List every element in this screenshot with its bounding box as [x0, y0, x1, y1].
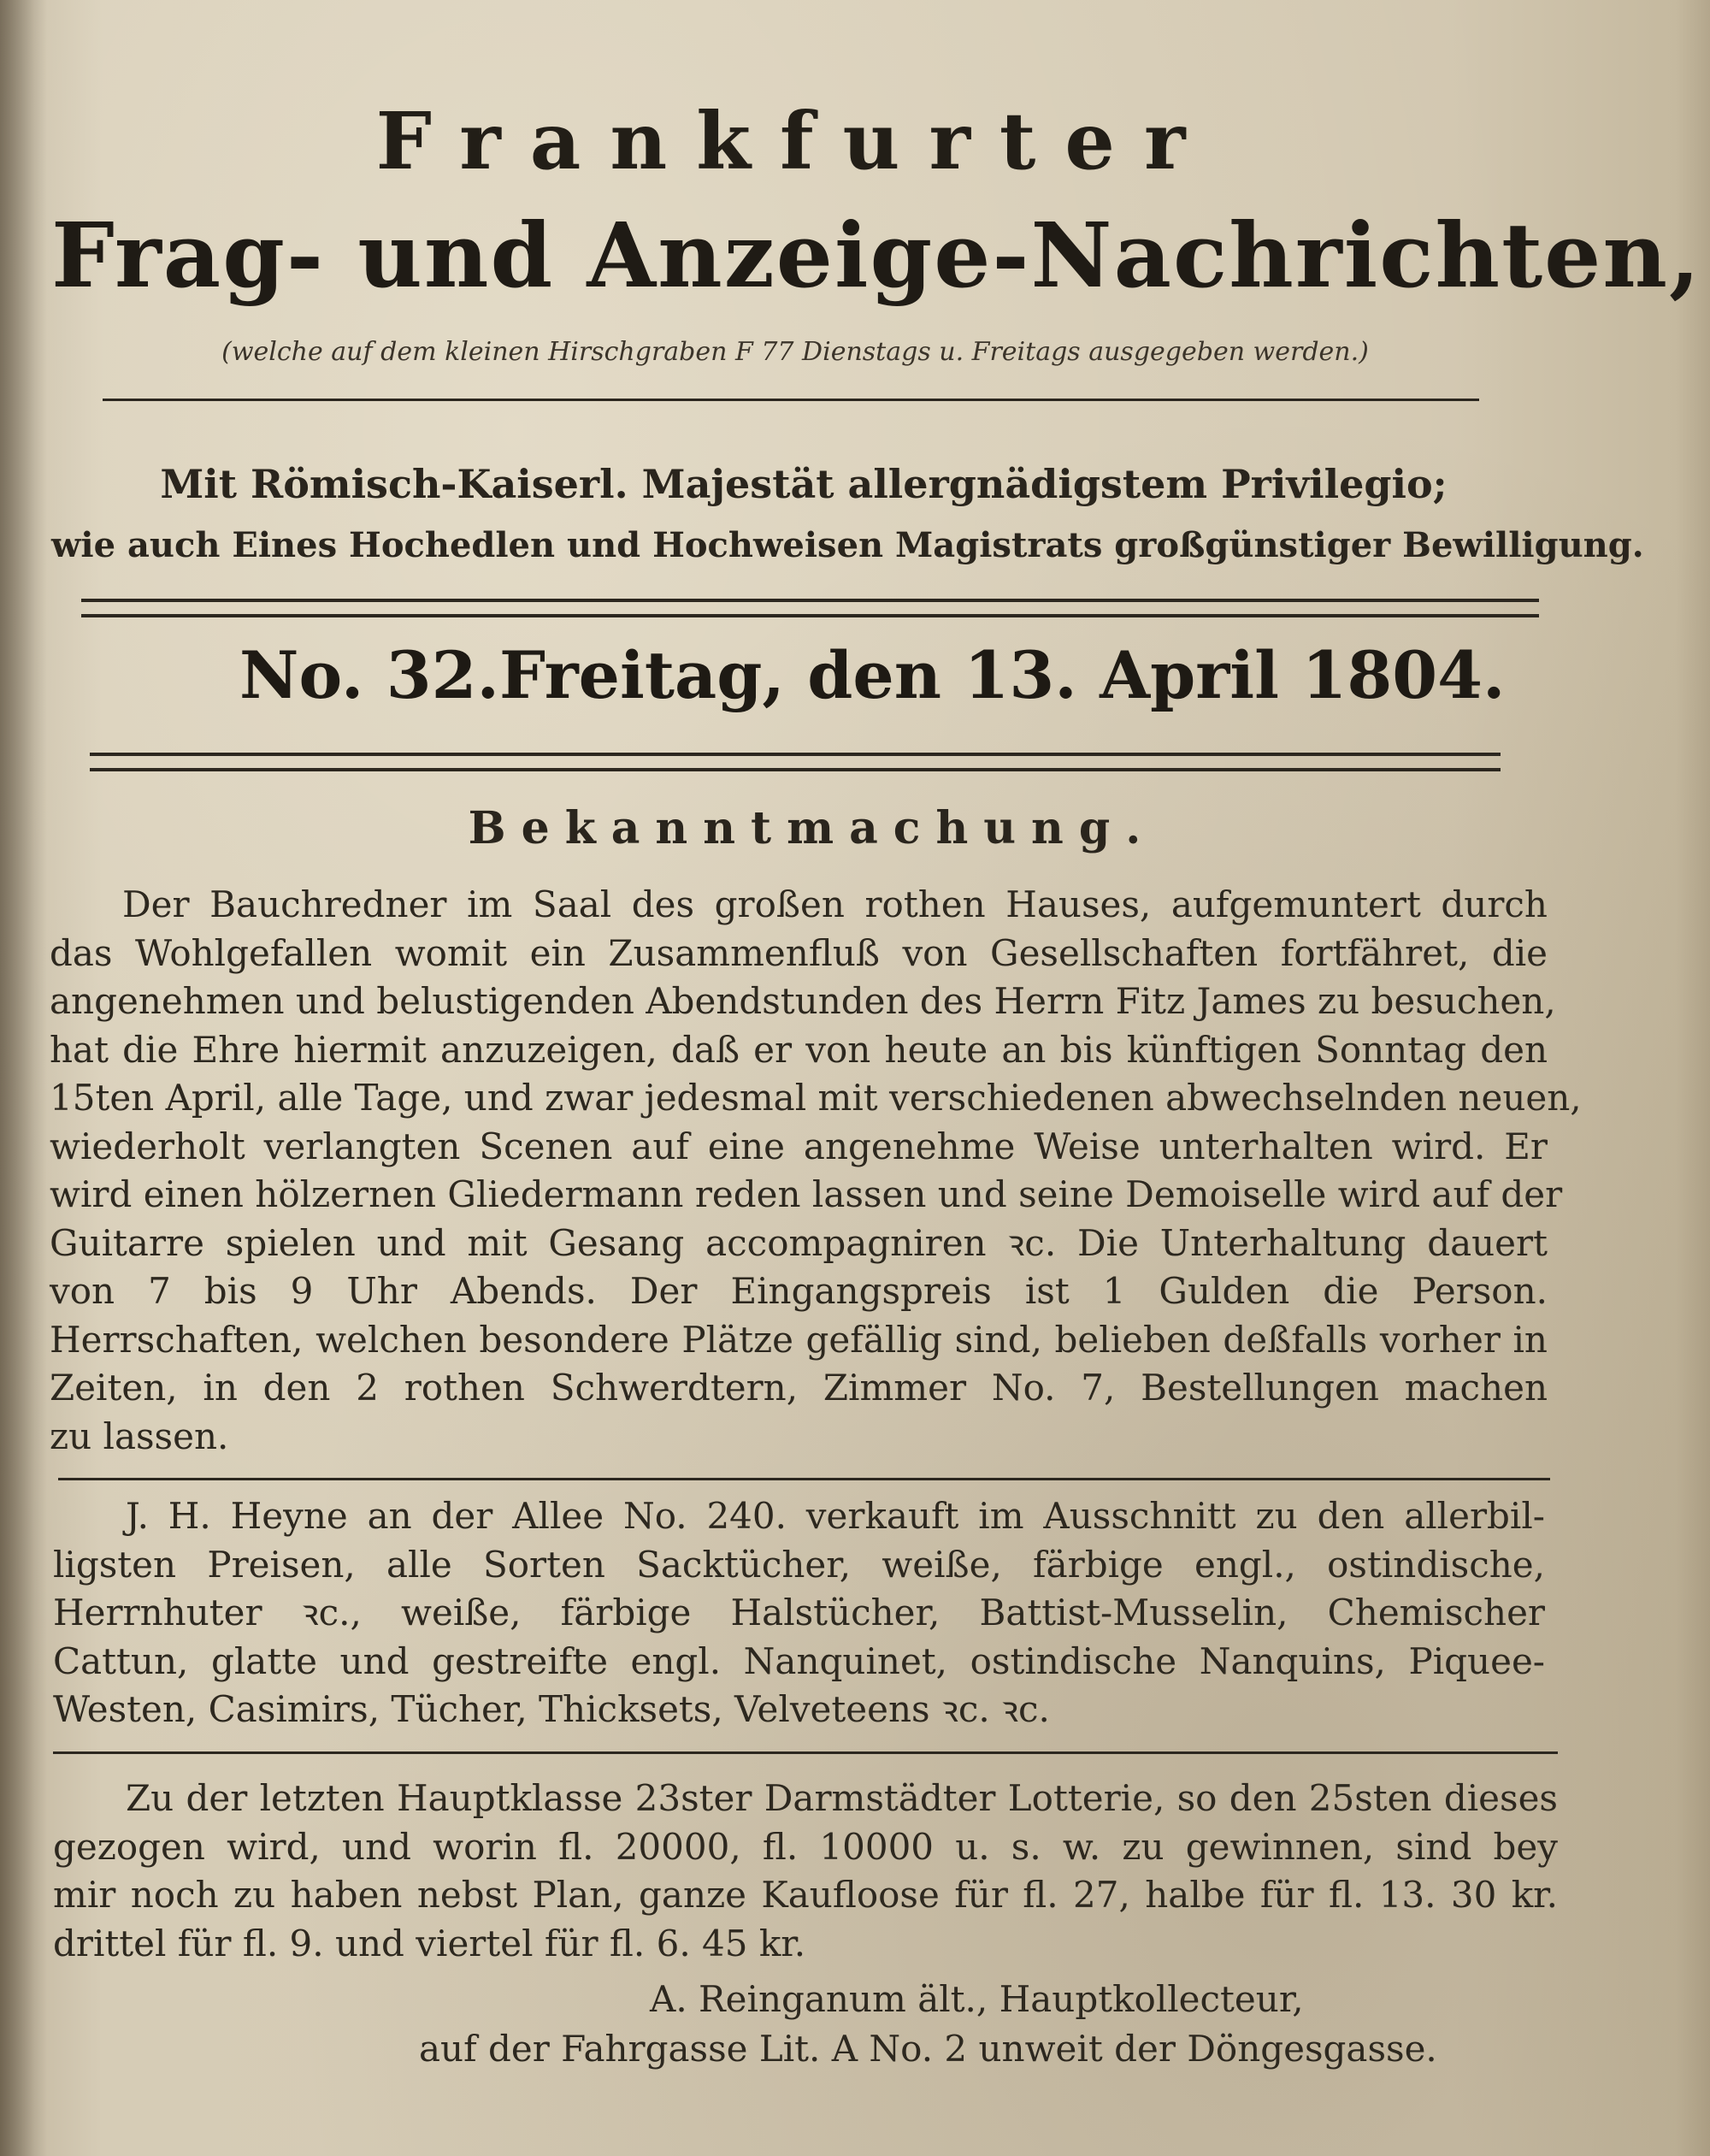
- divider-rule: [53, 1751, 1558, 1754]
- notice-line: wiederholt verlangten Scenen auf eine angenehme Weise unterhalten wird. Er: [50, 1125, 1548, 1167]
- masthead-title: Frag- und Anzeige-Nachrichten,: [51, 203, 1702, 308]
- divider-double-rule: [81, 599, 1539, 617]
- notice-ventriloquist: [50, 881, 1582, 1461]
- issue-line: [239, 637, 1506, 713]
- masthead-title-city: Frankfurter: [375, 95, 1215, 187]
- notice-line: von 7 bis 9 Uhr Abends. Der Eingangspreis ist 1 Gulden die Person.: [50, 1270, 1548, 1312]
- masthead-subtitle: (welche auf dem kleinen Hirschgraben F 77 Dienstags u. Freitags ausgegeben werden.): [221, 337, 1369, 367]
- notice-line: ligsten Preisen, alle Sorten Sacktücher, weiße, färbige engl., ostindische,: [53, 1543, 1545, 1586]
- notice-line: mir noch zu haben nebst Plan, ganze Kaufloose für fl. 27, halbe für fl. 13. 30 kr.: [53, 1874, 1558, 1916]
- notice-line: Cattun, glatte und gestreifte engl. Nanquinet, ostindische Nanquins, Piquee-: [53, 1639, 1545, 1682]
- notice-line: wird einen hölzernen Gliedermann reden lassen und seine Demoiselle wird auf der: [50, 1173, 1563, 1215]
- notice-line: Guitarre spielen und mit Gesang accompagniren ꝛc. Die Unterhaltung dauert: [50, 1221, 1548, 1264]
- divider-double-rule: [90, 753, 1501, 771]
- signature-address: auf der Fahrgasse Lit. A No. 2 unweit der Döngesgasse.: [419, 2028, 1437, 2070]
- notice-textiles: [53, 1492, 1545, 1734]
- divider-rule: [58, 1478, 1550, 1480]
- section-title: Bekanntmachung.: [468, 802, 1157, 854]
- notice-line: drittel für fl. 9. und viertel für fl. 6. 45 kr.: [53, 1922, 806, 1964]
- divider-rule: [103, 399, 1479, 401]
- notice-line: zu lassen.: [50, 1415, 229, 1457]
- notice-line: 15ten April, alle Tage, und zwar jedesmal mit verschiedenen abwechselnden neuen,: [50, 1077, 1582, 1119]
- notice-line: hat die Ehre hiermit anzuzeigen, daß er von heute an bis künftigen Sonntag den: [50, 1028, 1548, 1071]
- notice-line: J. H. Heyne an der Allee No. 240. verkauft im Ausschnitt zu den allerbil-: [126, 1495, 1545, 1537]
- notice-line: Der Bauchredner im Saal des großen rothen Hauses, aufgemuntert durch: [122, 883, 1548, 925]
- notice-line: Zeiten, in den 2 rothen Schwerdtern, Zimmer No. 7, Bestellungen machen: [50, 1367, 1548, 1409]
- notice-lottery: [53, 1775, 1558, 1968]
- notice-line: Herrnhuter ꝛc., weiße, färbige Halstücher, Battist-Musselin, Chemischer: [53, 1592, 1545, 1633]
- notice-line: Herrschaften, welchen besondere Plätze gefällig sind, belieben deßfalls vorher in: [50, 1318, 1548, 1361]
- notice-line: Zu der letzten Hauptklasse 23ster Darmstädter Lotterie, so den 25sten dieses: [126, 1777, 1558, 1819]
- privilege-line-2: wie auch Eines Hochedlen und Hochweisen Magistrats großgünstiger Bewilligung.: [51, 525, 1644, 565]
- notice-line: Westen, Casimirs, Tücher, Thicksets, Velveteens ꝛc. ꝛc.: [53, 1688, 1050, 1730]
- issue-date: Freitag, den 13. April 1804.: [498, 637, 1506, 713]
- masthead: [51, 94, 1702, 369]
- signature-name: A. Reinganum ält., Hauptkollecteur,: [650, 1978, 1304, 2020]
- notice-line: gezogen wird, und worin fl. 20000, fl. 10000 u. s. w. zu gewinnen, sind bey: [53, 1825, 1558, 1868]
- notice-line: angenehmen und belustigenden Abendstunden des Herrn Fitz James zu besuchen,: [50, 980, 1556, 1022]
- notice-line: das Wohlgefallen womit ein Zusammenfluß von Gesellschaften fortfähret, die: [50, 931, 1548, 974]
- privilege-line-1: Mit Römisch-Kaiserl. Majestät allergnädigstem Privilegio;: [160, 461, 1448, 507]
- issue-number: No. 32.: [239, 637, 499, 713]
- privilege-notice: [51, 453, 1644, 576]
